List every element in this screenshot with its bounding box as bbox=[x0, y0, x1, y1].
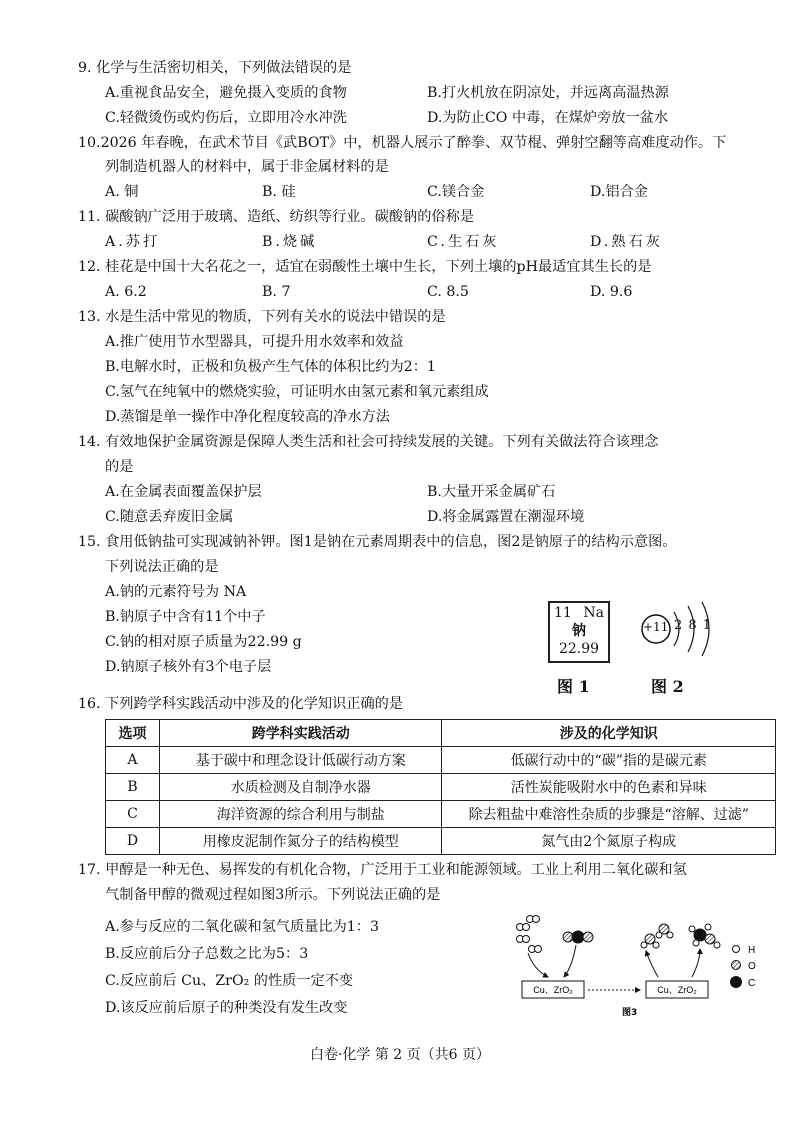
q17-option-c: C.反应前后 Cu、ZrO₂ 的性质一定不变 bbox=[105, 973, 354, 989]
q14-option-c: C.随意丢弃废旧金属 bbox=[105, 509, 234, 525]
fig1-atomic-mass: 22.99 bbox=[558, 641, 600, 657]
q11-stem: 11. 碳酸钠广泛用于玻璃、造纸、纺织等行业。碳酸钠的俗称是 bbox=[78, 209, 474, 225]
q9-option-d: D.为防止CO 中毒，在煤炉旁放一盆水 bbox=[427, 110, 669, 126]
q9-stem: 9. 化学与生活密切相关，下列做法错误的是 bbox=[78, 60, 352, 76]
row-a-knowledge: 低碳行动中的“碳”指的是碳元素 bbox=[442, 747, 776, 774]
q17-option-d: D.该反应前后原子的种类没有发生改变 bbox=[105, 1000, 348, 1016]
arrow-out-water bbox=[646, 951, 658, 977]
row-c-activity: 海洋资源的综合利用与制盐 bbox=[159, 801, 442, 828]
fig2-caption: 图 2 bbox=[651, 677, 684, 696]
catalyst-label-left: Cu、ZrO₂ bbox=[533, 985, 573, 995]
q10-stem-line1: 10.2026 年春晚，在武术节目《武BOT》中，机器人展示了醉拳、双节棍、弹射空翻等高难度动作。下 bbox=[78, 135, 727, 151]
header-activity: 跨学科实践活动 bbox=[159, 720, 442, 747]
legend-c-icon bbox=[731, 977, 742, 988]
q14-stem-line1: 14. 有效地保护金属资源是保障人类生活和社会可持续发展的关键。下列有关做法符合该理念 bbox=[78, 434, 659, 450]
q10-stem-line2: 列制造机器人的材料中，属于非金属材料的是 bbox=[105, 159, 389, 175]
q14-option-a: A.在金属表面覆盖保护层 bbox=[105, 484, 262, 500]
fig3-legend bbox=[731, 946, 742, 988]
page-footer: 白卷·化学 第 2 页（共6 页） bbox=[309, 1047, 491, 1063]
table-row bbox=[106, 801, 776, 828]
q16-stem: 16. 下列跨学科实践活动中涉及的化学知识正确的是 bbox=[78, 696, 404, 712]
row-b-activity: 水质检测及自制净水器 bbox=[159, 774, 442, 801]
fig1-element-name: 钠 bbox=[572, 623, 586, 639]
q9-option-c: C.轻微烫伤或灼伤后，立即用冷水冲洗 bbox=[105, 110, 347, 126]
q13-option-b: B.电解水时，正极和负极产生气体的体积比约为2：1 bbox=[105, 359, 436, 375]
q11-option-c: C.生石灰 bbox=[427, 234, 500, 250]
q11-option-b: B.烧碱 bbox=[262, 234, 318, 250]
fig3-caption: 图3 bbox=[622, 1008, 638, 1018]
legend-h-icon bbox=[733, 946, 740, 953]
row-b-knowledge: 活性炭能吸附水中的色素和异味 bbox=[442, 774, 776, 801]
q12-option-d: D. 9.6 bbox=[590, 284, 633, 300]
q14-option-b: B.大量开采金属矿石 bbox=[427, 484, 556, 500]
fig1-caption: 图 1 bbox=[557, 677, 590, 696]
arrow-out-methanol bbox=[692, 949, 700, 977]
methanol-molecule bbox=[689, 924, 720, 948]
q15-option-a: A.钠的元素符号为 NA bbox=[105, 584, 247, 600]
row-d-option: D bbox=[106, 828, 160, 855]
legend-h-label: H bbox=[748, 945, 756, 956]
table-row bbox=[106, 828, 776, 855]
table-header-row bbox=[106, 720, 776, 747]
q16-table bbox=[105, 719, 776, 855]
q10-option-a: A. 铜 bbox=[105, 184, 139, 200]
q13-option-c: C.氢气在纯氧中的燃烧实验，可证明水由氢元素和氧元素组成 bbox=[105, 384, 489, 400]
q9-option-a: A.重视食品安全，避免摄入变质的食物 bbox=[105, 85, 347, 101]
arrow-in-h2 bbox=[528, 953, 548, 977]
q17-option-a: A.参与反应的二氧化碳和氢气质量比为1：3 bbox=[105, 919, 379, 935]
q9-option-b: B.打火机放在阴凉处，并远离高温热源 bbox=[427, 85, 669, 101]
fig3-reaction-diagram bbox=[510, 915, 780, 1020]
legend-o-icon bbox=[732, 961, 741, 970]
q17-stem-line1: 17. 甲醇是一种无色、易挥发的有机化合物，广泛用于工业和能源领域。工业上利用二氧化碳和氢 bbox=[78, 862, 687, 878]
row-b-option: B bbox=[106, 774, 160, 801]
q15-option-c: C.钠的相对原子质量为22.99 g bbox=[105, 634, 302, 650]
q10-option-b: B. 硅 bbox=[262, 184, 296, 200]
q12-option-a: A. 6.2 bbox=[105, 284, 147, 300]
q13-option-a: A.推广使用节水型器具，可提升用水效率和效益 bbox=[105, 334, 404, 350]
catalyst-label-right: Cu、ZrO₂ bbox=[657, 985, 697, 995]
legend-c-label: C bbox=[748, 978, 756, 989]
header-option: 选项 bbox=[106, 720, 160, 747]
q15-option-d: D.钠原子核外有3个电子层 bbox=[105, 659, 272, 675]
q14-option-d: D.将金属露置在潮湿环境 bbox=[427, 509, 585, 525]
water-molecule bbox=[641, 924, 673, 948]
fig1-symbol: Na bbox=[583, 605, 604, 621]
q12-option-b: B. 7 bbox=[262, 284, 291, 300]
q12-option-c: C. 8.5 bbox=[427, 284, 469, 300]
q15-stem-line1: 15. 食用低钠盐可实现减钠补钾。图1是钠在元素周期表中的信息，图2是钠原子的结构示意图。 bbox=[78, 534, 677, 550]
q17-stem-line2: 气制备甲醇的微观过程如图3所示。下列说法正确的是 bbox=[105, 887, 441, 903]
row-d-activity: 用橡皮泥制作氮分子的结构模型 bbox=[159, 828, 442, 855]
q12-stem: 12. 桂花是中国十大名花之一，适宜在弱酸性土壤中生长，下列土壤的pH最适宜其生长的是 bbox=[78, 259, 652, 275]
table-row bbox=[106, 774, 776, 801]
q10-option-d: D.铝合金 bbox=[590, 184, 648, 200]
q15-option-b: B.钠原子中含有11个中子 bbox=[105, 609, 266, 625]
row-c-knowledge: 除去粗盐中难溶性杂质的步骤是“溶解、过滤” bbox=[442, 801, 776, 828]
q13-stem: 13. 水是生活中常见的物质，下列有关水的说法中错误的是 bbox=[78, 309, 446, 325]
fig2-nucleus-charge: +11 bbox=[643, 620, 669, 634]
row-d-knowledge: 氮气由2个氮原子构成 bbox=[442, 828, 776, 855]
q11-option-d: D.熟石灰 bbox=[590, 234, 663, 250]
legend-o-label: O bbox=[748, 961, 756, 972]
arrow-in-co2 bbox=[564, 945, 576, 977]
table-row bbox=[106, 747, 776, 774]
q17-option-b: B.反应前后分子总数之比为5：3 bbox=[105, 946, 309, 962]
q14-stem-line2: 的是 bbox=[105, 459, 134, 475]
q10-option-c: C.镁合金 bbox=[427, 184, 485, 200]
fig2-shell-electrons: 2 8 1 bbox=[674, 618, 713, 633]
fig1-element-cell bbox=[548, 601, 610, 663]
row-a-activity: 基于碳中和理念设计低碳行动方案 bbox=[159, 747, 442, 774]
q11-option-a: A.苏打 bbox=[105, 234, 161, 250]
row-a-option: A bbox=[106, 747, 160, 774]
row-c-option: C bbox=[106, 801, 160, 828]
header-knowledge: 涉及的化学知识 bbox=[442, 720, 776, 747]
co2-molecule-left bbox=[563, 931, 593, 943]
q15-stem-line2: 下列说法正确的是 bbox=[105, 559, 219, 575]
h2-molecules-left bbox=[517, 916, 542, 953]
q13-option-d: D.蒸馏是单一操作中净化程度较高的净水方法 bbox=[105, 409, 390, 425]
fig1-atomic-number: 11 bbox=[554, 605, 572, 621]
